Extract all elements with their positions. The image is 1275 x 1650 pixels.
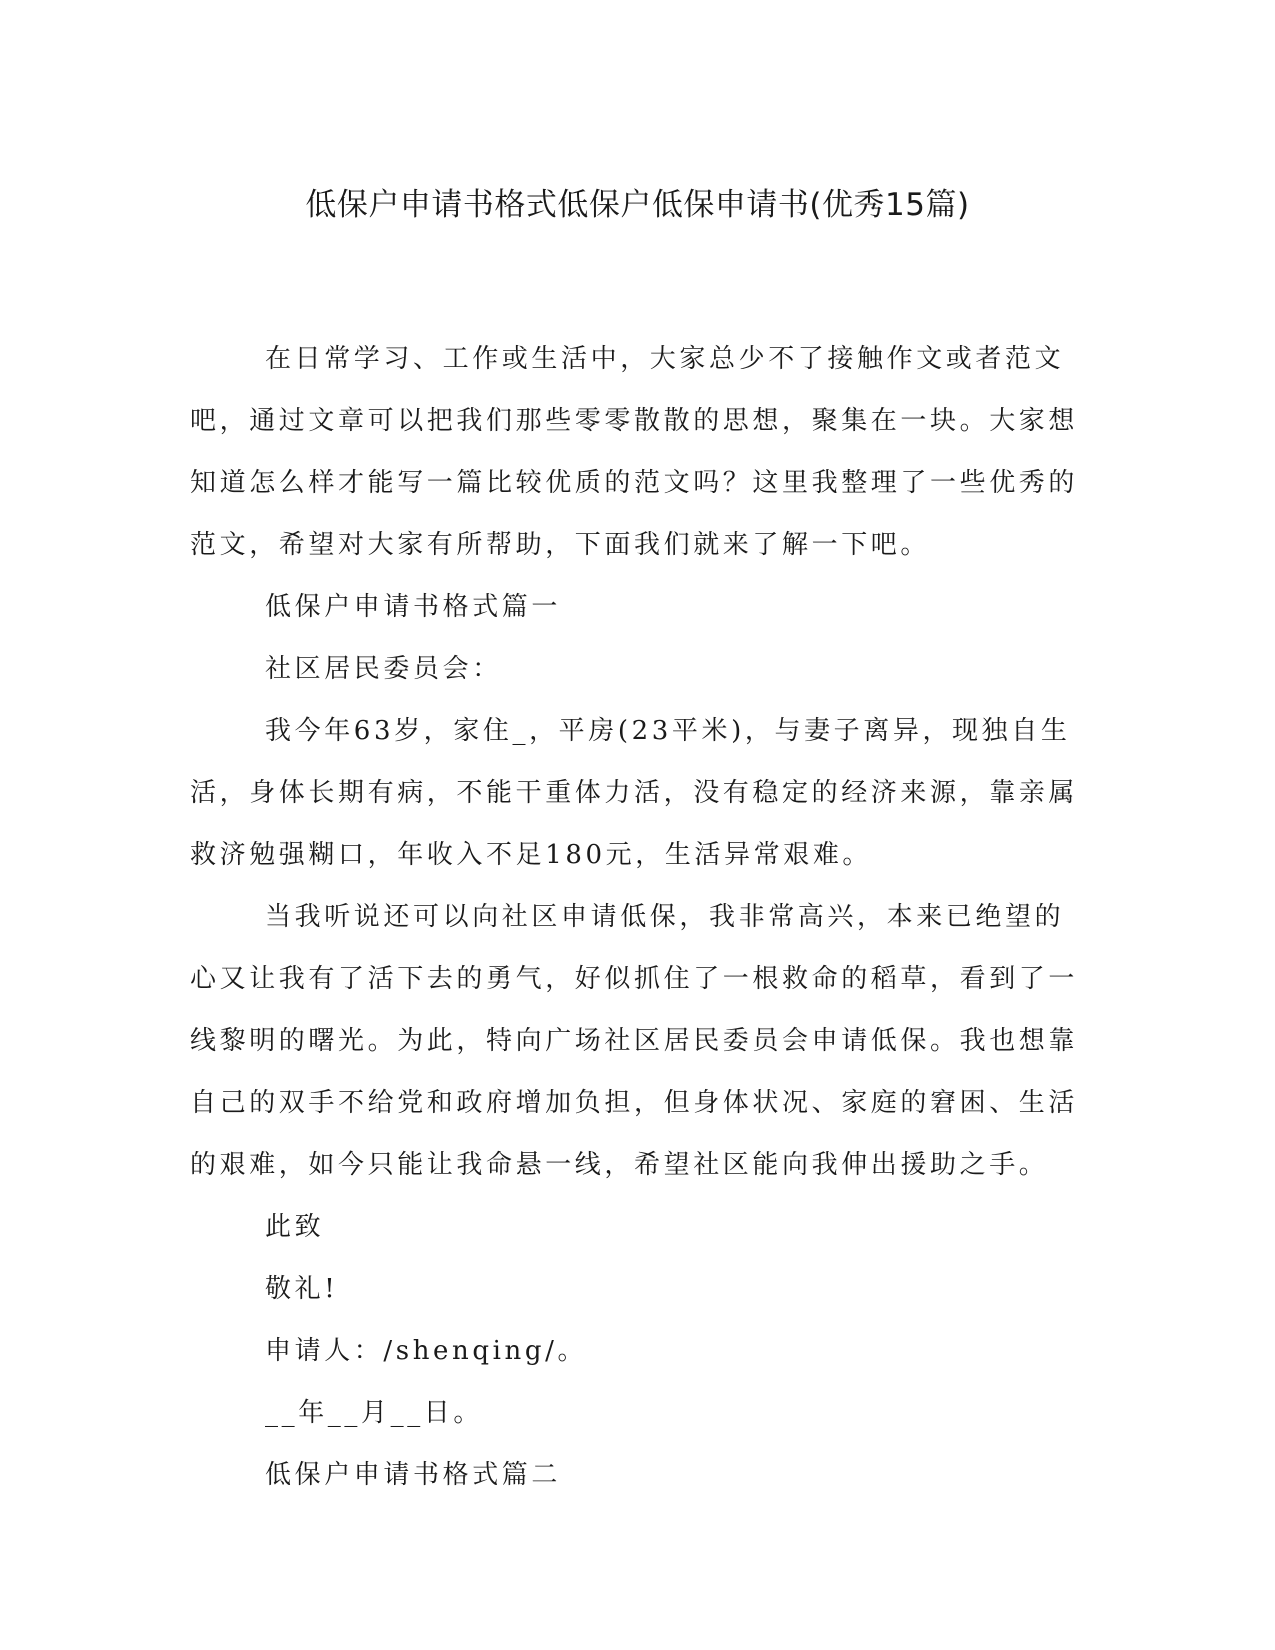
applicant-signature-line: 申请人：/shenqing/。 — [265, 1336, 588, 1366]
document-body — [190, 328, 1080, 1506]
intro-paragraph: 在日常学习、工作或生活中，大家总少不了接触作文或者范文吧，通过文章可以把我们那些零零散散的思想，聚集在一块。大家想知道怎么样才能写一篇比较优质的范文吗？这里我整理了一些优秀的范文，希望对大家有所帮助，下面我们就来了解一下吧。 — [190, 344, 1079, 560]
section-heading-two: 低保户申请书格式篇二 — [265, 1460, 562, 1490]
closing-phrase: 此致 — [265, 1212, 325, 1242]
closing-salute: 敬礼! — [265, 1274, 339, 1304]
section-heading-one: 低保户申请书格式篇一 — [265, 592, 562, 622]
applicant-situation-paragraph: 我今年63岁，家住_，平房(23平米)，与妻子离异，现独自生活，身体长期有病，不能干重体力活，没有稳定的经济来源，靠亲属救济勉强糊口，年收入不足180元，生活异常艰难。 — [190, 716, 1079, 870]
date-line: __年__月__日。 — [265, 1398, 484, 1428]
document-title: 低保户申请书格式低保户低保申请书(优秀15篇) — [305, 187, 970, 223]
request-paragraph: 当我听说还可以向社区申请低保，我非常高兴，本来已绝望的心又让我有了活下去的勇气，好似抓住了一根救命的稻草，看到了一线黎明的曙光。为此，特向广场社区居民委员会申请低保。我也想靠自己的双手不给党和政府增加负担，但身体状况、家庭的窘困、生活的艰难，如今只能让我命悬一线，希望社区能向我伸出援助之手。 — [190, 902, 1079, 1180]
salutation: 社区居民委员会： — [265, 654, 502, 684]
